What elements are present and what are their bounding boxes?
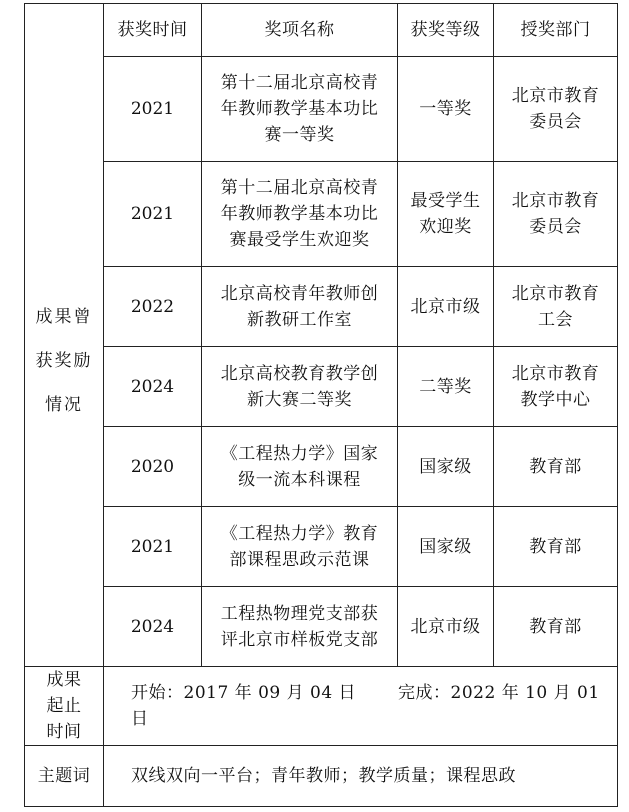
period-label: 成果起止时间: [25, 667, 104, 746]
period-value: [104, 667, 618, 746]
header-grade: 获奖等级: [398, 4, 494, 57]
award-name: 北京高校青年教师创新教研工作室: [202, 267, 398, 347]
award-dept: 教育部: [494, 427, 618, 507]
category-line-2: 获奖励: [35, 351, 93, 371]
award-grade: 国家级: [398, 427, 494, 507]
category-cell: [25, 4, 104, 667]
award-year: 2024: [104, 347, 202, 427]
period-end: 完成：2022 年 10 月 01 日: [131, 683, 600, 729]
award-year: 2021: [104, 507, 202, 587]
table-row: [25, 507, 618, 587]
table-row: [25, 587, 618, 667]
header-row: [25, 4, 618, 57]
table-row: [25, 427, 618, 507]
period-start: 开始：2017 年 09 月 04 日: [131, 683, 357, 703]
table-row: [25, 57, 618, 162]
award-year: 2021: [104, 57, 202, 162]
award-name: 《工程热力学》教育部课程思政示范课: [202, 507, 398, 587]
keywords-label: 主题词: [25, 746, 104, 807]
award-dept: 北京市教育工会: [494, 267, 618, 347]
award-name: 第十二届北京高校青年教师教学基本功比赛最受学生欢迎奖: [202, 162, 398, 267]
award-dept: 教育部: [494, 587, 618, 667]
award-dept: 教育部: [494, 507, 618, 587]
keywords-row: [25, 746, 618, 807]
awards-table: [24, 3, 618, 807]
award-grade: 最受学生欢迎奖: [398, 162, 494, 267]
keywords-value: 双线双向一平台；青年教师；教学质量；课程思政: [104, 746, 618, 807]
award-grade: 北京市级: [398, 587, 494, 667]
award-year: 2021: [104, 162, 202, 267]
award-grade: 一等奖: [398, 57, 494, 162]
header-name: 奖项名称: [202, 4, 398, 57]
table-row: [25, 162, 618, 267]
category-line-3: 情况: [45, 395, 83, 415]
header-dept: 授奖部门: [494, 4, 618, 57]
award-dept: 北京市教育委员会: [494, 57, 618, 162]
award-name: 第十二届北京高校青年教师教学基本功比赛一等奖: [202, 57, 398, 162]
award-dept: 北京市教育教学中心: [494, 347, 618, 427]
award-dept: 北京市教育委员会: [494, 162, 618, 267]
table-row: [25, 267, 618, 347]
award-year: 2024: [104, 587, 202, 667]
award-name: 北京高校教育教学创新大赛二等奖: [202, 347, 398, 427]
table-row: [25, 347, 618, 427]
award-year: 2020: [104, 427, 202, 507]
award-year: 2022: [104, 267, 202, 347]
header-time: 获奖时间: [104, 4, 202, 57]
award-grade: 北京市级: [398, 267, 494, 347]
category-line-1: 成果曾: [35, 307, 93, 327]
award-grade: 二等奖: [398, 347, 494, 427]
award-grade: 国家级: [398, 507, 494, 587]
award-name: 工程热物理党支部获评北京市样板党支部: [202, 587, 398, 667]
award-name: 《工程热力学》国家级一流本科课程: [202, 427, 398, 507]
period-row: [25, 667, 618, 746]
